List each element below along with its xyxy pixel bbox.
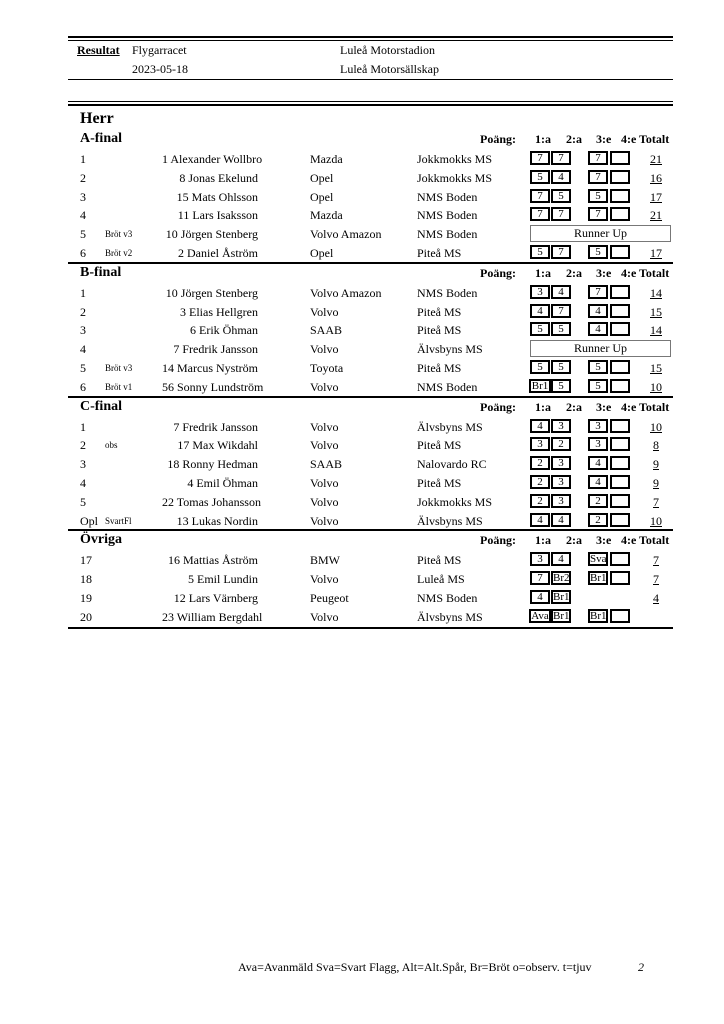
driver-club: Piteå MS xyxy=(417,304,462,319)
heat-score-box: 2 xyxy=(588,513,608,527)
heat-score-box xyxy=(610,207,630,221)
car-model: Volvo xyxy=(310,379,339,394)
heat-score-box xyxy=(610,360,630,374)
remark: Bröt v3 xyxy=(105,362,133,373)
result-row xyxy=(68,588,673,607)
result-row xyxy=(68,569,673,588)
driver-club: Jokkmokks MS xyxy=(417,170,493,185)
heat-score-box: 4 xyxy=(530,419,550,433)
car-model: Volvo Amazon xyxy=(310,227,382,242)
heat-score-box: 2 xyxy=(530,456,550,470)
race-name: Flygarracet xyxy=(132,43,187,57)
column-header-r2: 2:a xyxy=(566,533,582,548)
heat-score-box xyxy=(610,285,630,299)
driver-club: Älvsbyns MS xyxy=(417,609,483,624)
position: 1 xyxy=(80,152,86,166)
section-title: C-final xyxy=(80,398,122,414)
heat-score-box: 3 xyxy=(530,285,550,299)
points-label: Poäng: xyxy=(480,533,516,548)
results-table xyxy=(68,108,673,629)
heat-score-box: 2 xyxy=(530,494,550,508)
result-row xyxy=(68,607,673,626)
total-points: 16 xyxy=(650,170,662,185)
car-model: Mazda xyxy=(310,152,343,166)
total-points: 9 xyxy=(653,475,659,490)
section-rule-thick xyxy=(68,104,673,106)
column-header-r1: 1:a xyxy=(535,132,551,146)
heat-score-box xyxy=(610,379,630,393)
heat-score-box: 5 xyxy=(530,360,550,374)
heat-score-box xyxy=(610,170,630,184)
heat-score-box: 7 xyxy=(551,304,571,318)
driver-club: NMS Boden xyxy=(417,189,478,204)
column-header-r1: 1:a xyxy=(535,399,551,414)
driver-name: 1 Alexander Wollbro xyxy=(162,152,263,166)
total-points: 21 xyxy=(650,152,662,166)
column-header-r2: 2:a xyxy=(566,132,582,146)
position: 5 xyxy=(80,360,86,375)
driver-name: 3 Elias Hellgren xyxy=(180,304,258,319)
driver-name: 11 Lars Isaksson xyxy=(177,208,258,223)
heat-score-box: 4 xyxy=(551,513,571,527)
result-row xyxy=(68,454,673,473)
driver-club: Älvsbyns MS xyxy=(417,342,483,357)
total-points: 17 xyxy=(650,189,662,204)
column-header-r4: 4:e xyxy=(621,399,637,414)
result-row xyxy=(68,149,673,168)
total-points: 7 xyxy=(653,572,659,587)
column-header-total: Totalt xyxy=(639,533,670,548)
heat-score-box: 4 xyxy=(530,513,550,527)
position: 1 xyxy=(80,285,86,300)
driver-name: 6 Erik Öhman xyxy=(190,323,258,338)
section-title: A-final xyxy=(80,131,122,146)
total-points: 15 xyxy=(650,360,662,375)
driver-name: 17 Max Wikdahl xyxy=(177,438,258,453)
heat-score-box: Br1 xyxy=(590,572,607,585)
car-model: Volvo xyxy=(310,513,339,528)
heat-score-box: 4 xyxy=(588,304,608,318)
position: 5 xyxy=(80,227,86,242)
heat-score-box: 2 xyxy=(551,437,571,451)
car-model: Volvo xyxy=(310,609,339,624)
heat-score-box xyxy=(610,571,630,585)
column-header-r4: 4:e xyxy=(621,533,637,548)
driver-name: 12 Lars Värnberg xyxy=(173,590,258,605)
position: 19 xyxy=(80,590,92,605)
car-model: SAAB xyxy=(310,323,343,338)
total-points: 14 xyxy=(650,285,662,300)
driver-name: 13 Lukas Nordin xyxy=(176,513,258,528)
total-points: 10 xyxy=(650,513,662,528)
heat-score-box xyxy=(610,322,630,336)
result-row xyxy=(68,377,673,396)
heat-score-box: 3 xyxy=(530,552,550,566)
driver-club: Älvsbyns MS xyxy=(417,513,483,528)
remark: obs xyxy=(105,440,118,451)
position: 5 xyxy=(80,494,86,509)
heat-score-box: 4 xyxy=(588,475,608,489)
heat-score-box xyxy=(610,456,630,470)
heat-score-box: 3 xyxy=(551,494,571,508)
total-points: 8 xyxy=(653,438,659,453)
car-model: Volvo xyxy=(310,438,339,453)
section-header xyxy=(68,531,673,550)
heat-score-box: 7 xyxy=(551,245,571,259)
section-header xyxy=(68,130,673,149)
car-model: SAAB xyxy=(310,457,343,472)
total-points: 14 xyxy=(650,323,662,338)
race-date: 2023-05-18 xyxy=(132,62,188,76)
table-end-rule xyxy=(68,627,673,629)
points-label: Poäng: xyxy=(480,132,516,146)
remark: Bröt v3 xyxy=(105,229,133,240)
heat-score-box: Br1 xyxy=(553,590,570,603)
driver-name: 56 Sonny Lundström xyxy=(162,379,264,394)
car-model: Opel xyxy=(310,170,334,185)
heat-score-box: 3 xyxy=(530,437,550,451)
heat-score-box: 4 xyxy=(530,590,550,604)
column-header-total: Totalt xyxy=(639,265,670,280)
heat-score-box: 5 xyxy=(588,245,608,259)
driver-name: 2 Daniel Åström xyxy=(178,245,258,260)
car-model: Volvo Amazon xyxy=(310,285,382,300)
column-header-r3: 3:e xyxy=(596,265,612,280)
result-row xyxy=(68,550,673,569)
result-row xyxy=(68,283,673,302)
total-points: 10 xyxy=(650,379,662,394)
heat-score-box: Ava xyxy=(529,609,551,623)
driver-club: Nalovardo RC xyxy=(417,457,487,472)
driver-club: Piteå MS xyxy=(417,438,462,453)
heat-score-box xyxy=(610,437,630,451)
column-header-r4: 4:e xyxy=(621,132,637,146)
heat-score-box: 7 xyxy=(551,151,571,165)
driver-name: 4 Emil Öhman xyxy=(187,475,258,490)
remark: Bröt v1 xyxy=(105,381,133,392)
result-row xyxy=(68,187,673,206)
driver-name: 16 Mattias Åström xyxy=(168,553,258,568)
position: 2 xyxy=(80,170,86,185)
heat-score-box: 4 xyxy=(588,456,608,470)
position: 6 xyxy=(80,379,86,394)
heat-score-box xyxy=(610,189,630,203)
column-header-r1: 1:a xyxy=(535,265,551,280)
result-row xyxy=(68,511,673,530)
runner-up-box: Runner Up xyxy=(530,340,671,357)
result-row xyxy=(68,435,673,454)
result-row xyxy=(68,320,673,339)
total-points: 21 xyxy=(650,208,662,223)
heat-score-box xyxy=(610,513,630,527)
header-rule-top-thin xyxy=(68,40,673,41)
position: 17 xyxy=(80,553,92,568)
column-header-total: Totalt xyxy=(639,399,670,414)
heat-score-box xyxy=(610,475,630,489)
driver-name: 14 Marcus Nyström xyxy=(162,360,258,375)
heat-score-box: Br1 xyxy=(590,609,607,622)
heat-score-box: 7 xyxy=(551,207,571,221)
heat-score-box: 5 xyxy=(588,360,608,374)
driver-club: Luleå MS xyxy=(417,572,465,587)
heat-score-box: 5 xyxy=(551,189,571,203)
organizer-club: Luleå Motorsällskap xyxy=(340,62,439,76)
car-model: Volvo xyxy=(310,572,339,587)
heat-score-box: 4 xyxy=(551,170,571,184)
heat-score-box: Sva xyxy=(590,553,607,566)
heat-score-box: 5 xyxy=(588,379,608,393)
section-rule-thin xyxy=(68,101,673,102)
column-header-r2: 2:a xyxy=(566,399,582,414)
runner-up-box: Runner Up xyxy=(530,225,671,242)
heat-score-box: Br2 xyxy=(553,572,570,585)
heat-score-box xyxy=(610,609,630,623)
car-model: Peugeot xyxy=(310,590,349,605)
column-header-r3: 3:e xyxy=(596,399,612,414)
legend-footer: Ava=Avanmäld Sva=Svart Flagg, Alt=Alt.Spår, Br=Bröt o=observ. t=tjuv xyxy=(238,960,592,974)
heat-score-box: Br1 xyxy=(553,609,570,622)
result-row xyxy=(68,168,673,187)
page-number: 2 xyxy=(638,960,644,974)
heat-score-box: 3 xyxy=(588,419,608,433)
heat-score-box xyxy=(610,419,630,433)
column-header-r3: 3:e xyxy=(596,132,612,146)
heat-score-box: 3 xyxy=(551,419,571,433)
heat-score-box: 7 xyxy=(530,571,550,585)
position: 2 xyxy=(80,304,86,319)
position: 18 xyxy=(80,572,92,587)
total-points: 4 xyxy=(653,590,659,605)
position: 20 xyxy=(80,609,92,624)
result-row xyxy=(68,473,673,492)
heat-score-box xyxy=(610,304,630,318)
result-row xyxy=(68,224,673,243)
driver-club: Piteå MS xyxy=(417,553,462,568)
heat-score-box: 5 xyxy=(551,379,571,393)
position: 4 xyxy=(80,208,86,223)
driver-name: 7 Fredrik Jansson xyxy=(173,342,258,357)
driver-name: 18 Ronny Hedman xyxy=(167,457,258,472)
car-model: Volvo xyxy=(310,475,339,490)
driver-name: 10 Jörgen Stenberg xyxy=(165,227,258,242)
heat-score-box xyxy=(610,151,630,165)
column-header-r1: 1:a xyxy=(535,533,551,548)
points-label: Poäng: xyxy=(480,399,516,414)
header-rule-bottom xyxy=(68,79,673,80)
result-row xyxy=(68,302,673,321)
heat-score-box: 3 xyxy=(551,475,571,489)
total-points: 9 xyxy=(653,457,659,472)
driver-name: 8 Jonas Ekelund xyxy=(179,170,258,185)
heat-score-box: 4 xyxy=(530,304,550,318)
driver-club: NMS Boden xyxy=(417,208,478,223)
driver-name: 22 Tomas Johansson xyxy=(162,494,261,509)
driver-name: 5 Emil Lundin xyxy=(188,572,258,587)
car-model: Toyota xyxy=(310,360,344,375)
driver-club: Jokkmokks MS xyxy=(417,494,493,509)
driver-name: 23 William Bergdahl xyxy=(162,609,263,624)
driver-club: Piteå MS xyxy=(417,245,462,260)
position: 3 xyxy=(80,323,86,338)
result-row xyxy=(68,339,673,358)
heat-score-box: 7 xyxy=(530,207,550,221)
heat-score-box: 4 xyxy=(588,322,608,336)
result-row xyxy=(68,492,673,511)
column-header-r4: 4:e xyxy=(621,265,637,280)
heat-score-box: 2 xyxy=(530,475,550,489)
venue: Luleå Motorstadion xyxy=(340,43,435,57)
heat-score-box: 4 xyxy=(551,285,571,299)
heat-score-box: 5 xyxy=(551,360,571,374)
section-header xyxy=(68,398,673,417)
car-model: Volvo xyxy=(310,342,339,357)
heat-score-box: 3 xyxy=(551,456,571,470)
heat-score-box: 5 xyxy=(530,322,550,336)
driver-club: NMS Boden xyxy=(417,285,478,300)
points-label: Poäng: xyxy=(480,265,516,280)
result-row xyxy=(68,358,673,377)
driver-club: NMS Boden xyxy=(417,379,478,394)
heat-score-box: 5 xyxy=(530,170,550,184)
total-points: 10 xyxy=(650,419,662,434)
car-model: BMW xyxy=(310,553,340,568)
heat-score-box: 3 xyxy=(588,437,608,451)
car-model: Opel xyxy=(310,245,334,260)
driver-name: 10 Jörgen Stenberg xyxy=(165,285,258,300)
heat-score-box xyxy=(610,552,630,566)
result-row xyxy=(68,243,673,262)
driver-club: NMS Boden xyxy=(417,590,478,605)
heat-score-box: 7 xyxy=(588,151,608,165)
heat-score-box xyxy=(610,245,630,259)
heat-score-box: 4 xyxy=(551,552,571,566)
car-model: Volvo xyxy=(310,304,339,319)
section-header xyxy=(68,264,673,283)
car-model: Volvo xyxy=(310,494,339,509)
position: 1 xyxy=(80,419,86,434)
position: 2 xyxy=(80,438,86,453)
heat-score-box: 7 xyxy=(588,170,608,184)
heat-score-box: 7 xyxy=(588,207,608,221)
heat-score-box xyxy=(610,494,630,508)
section-title: Övriga xyxy=(80,532,122,548)
driver-club: Piteå MS xyxy=(417,360,462,375)
position: 6 xyxy=(80,245,86,260)
heat-score-box: 7 xyxy=(530,151,550,165)
heat-score-box: 5 xyxy=(588,189,608,203)
heat-score-box: 7 xyxy=(588,285,608,299)
position: 3 xyxy=(80,189,86,204)
column-header-r3: 3:e xyxy=(596,533,612,548)
car-model: Volvo xyxy=(310,419,339,434)
car-model: Mazda xyxy=(310,208,343,223)
position: Opl xyxy=(80,513,98,528)
heat-score-box: 5 xyxy=(551,322,571,336)
remark: Bröt v2 xyxy=(105,247,133,258)
total-points: 7 xyxy=(653,494,659,509)
section-title: B-final xyxy=(80,264,122,280)
page-title: Herr xyxy=(80,110,114,127)
total-points: 7 xyxy=(653,553,659,568)
total-points: 17 xyxy=(650,245,662,260)
header-rule-top xyxy=(68,36,673,38)
heat-score-box: 2 xyxy=(588,494,608,508)
position: 4 xyxy=(80,342,86,357)
driver-name: 15 Mats Ohlsson xyxy=(176,189,258,204)
car-model: Opel xyxy=(310,189,334,204)
position: 3 xyxy=(80,457,86,472)
driver-club: Piteå MS xyxy=(417,323,462,338)
column-header-total: Totalt xyxy=(639,132,670,146)
total-points: 15 xyxy=(650,304,662,319)
driver-club: NMS Boden xyxy=(417,227,478,242)
heat-score-box: Br1 xyxy=(529,379,551,393)
driver-club: Älvsbyns MS xyxy=(417,419,483,434)
driver-club: Jokkmokks MS xyxy=(417,152,493,166)
remark: SvartFl xyxy=(105,515,132,526)
column-header-r2: 2:a xyxy=(566,265,582,280)
heat-score-box: 7 xyxy=(530,189,550,203)
driver-name: 7 Fredrik Jansson xyxy=(173,419,258,434)
position: 4 xyxy=(80,475,86,490)
heat-score-box: 5 xyxy=(530,245,550,259)
header-label: Resultat xyxy=(77,43,120,57)
result-row xyxy=(68,417,673,436)
driver-club: Piteå MS xyxy=(417,475,462,490)
result-row xyxy=(68,205,673,224)
